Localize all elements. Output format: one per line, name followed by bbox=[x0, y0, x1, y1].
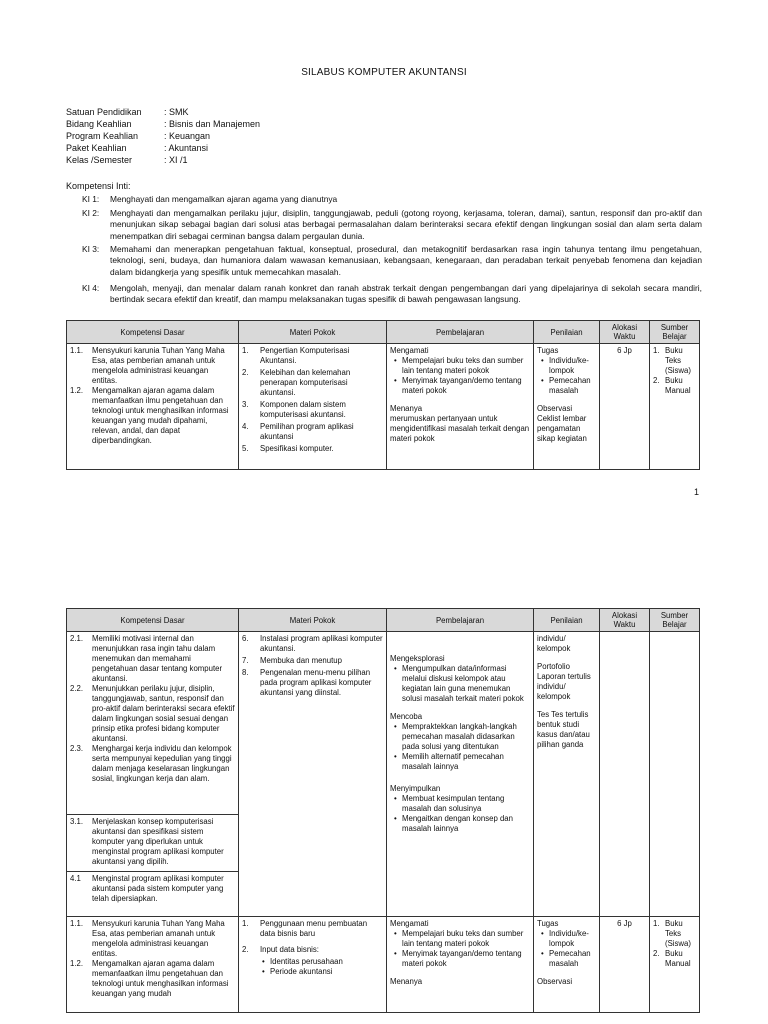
ki-code: KI 4: bbox=[82, 283, 100, 293]
ki-item bbox=[82, 283, 702, 306]
pn-bullet: • Individu/ke-lompok bbox=[537, 356, 596, 376]
pn-bullet: • Pemecahan masalah bbox=[537, 376, 596, 396]
meta-key: Kelas /Semester bbox=[66, 155, 133, 165]
sb-item bbox=[653, 346, 696, 376]
mp-number: 1. bbox=[242, 346, 249, 355]
pb-section bbox=[390, 404, 530, 444]
mp-item bbox=[242, 368, 383, 398]
col-pn: Penilaian bbox=[534, 321, 600, 344]
kd-group bbox=[67, 815, 238, 872]
aw-cell: 6 Jp bbox=[600, 344, 650, 470]
kd-number: 4.1 bbox=[70, 874, 81, 883]
sb-item bbox=[653, 919, 696, 949]
pb-bullet-text: Mempraktekkan langkah-langkah pemecahan masalah didasarkan pada solusi yang ditentukan bbox=[402, 722, 517, 751]
meta-value: : SMK bbox=[164, 106, 189, 118]
mp-number: 1. bbox=[242, 919, 249, 928]
mp-item bbox=[242, 400, 383, 420]
meta-value: : Keuangan bbox=[164, 130, 210, 142]
pb-heading: Mengamati bbox=[390, 346, 429, 355]
ki-text: Menghayati dan mengamalkan perilaku jujur, disiplin, tanggungjawab, peduli (gotong royong, kerjasama, toleran, damai), santun, responsif dan pro-aktif dan menunjukan sikap sebagai bagian dari solusi atas berbagai permasalahan dalam berinteraksi secara efektif dengan lingkungan sosial dan alam serta dalam menempatkan diri sebagai cerminan bangsa dalam pergaulan dunia. bbox=[110, 208, 702, 241]
mp-text: Spesifikasi komputer. bbox=[260, 444, 334, 453]
ki-code: KI 2: bbox=[82, 208, 100, 218]
ki-text: Memahami dan menerapkan pengetahuan faktual, konseptual, prosedural, dan metakognitif berdasarkan rasa ingin tahunya tentang ilmu pengetahuan, teknologi, seni, budaya, dan humaniora dalam wawasan kemanusiaan, kebangsaan, kenegaraan, dan peradaban terkait penyebab fenomena dan kejadian dalam bidangkerja yang spesifik untuk memecahkan masalah. bbox=[110, 244, 702, 277]
kd-number: 1.2. bbox=[70, 386, 84, 395]
mp-text: Komponen dalam sistem komputerisasi akuntansi. bbox=[260, 400, 346, 419]
col-aw: Alokasi Waktu bbox=[600, 321, 650, 344]
meta-row bbox=[66, 130, 260, 142]
pb-bullet-text: Mengumpulkan data/informasi melalui diskusi kelompok atau kegiatan lain guna menemukan solusi masalah terkait materi pokok bbox=[402, 664, 524, 703]
meta-value: : Bisnis dan Manajemen bbox=[164, 118, 260, 130]
mp-bullet: • Periode akuntansi bbox=[262, 967, 333, 976]
kd-number: 1.2. bbox=[70, 959, 84, 968]
aw-cell: 6 Jp bbox=[600, 917, 650, 1013]
mp-text: Instalasi program aplikasi komputer akuntansi. bbox=[260, 634, 383, 653]
sb-cell bbox=[650, 632, 700, 917]
kd-cell bbox=[67, 917, 239, 1013]
kd-text: Mensyukuri karunia Tuhan Yang Maha Esa, atas pemberian amanah untuk mengelola administrasi keuangan entitas. bbox=[92, 346, 225, 385]
kd-text: Mensyukuri karunia Tuhan Yang Maha Esa, atas pemberian amanah untuk mengelola administrasi keuangan entitas. bbox=[92, 919, 225, 958]
page-number: 1 bbox=[694, 487, 700, 497]
mp-text: Pengenalan menu-menu pilihan pada program aplikasi komputer akuntansi yang diinstal. bbox=[260, 668, 372, 697]
sb-text: Buku Manual bbox=[665, 376, 691, 395]
col-kd: Kompetensi Dasar bbox=[67, 609, 239, 632]
pb-heading: Mencoba bbox=[390, 712, 423, 721]
sb-number: 1. bbox=[653, 919, 660, 928]
meta-key: Satuan Pendidikan bbox=[66, 107, 142, 117]
pb-bullet: • Mempelajari buku teks dan sumber lain tentang materi pokok bbox=[390, 356, 530, 376]
mp-number: 3. bbox=[242, 400, 249, 409]
kd-item bbox=[70, 386, 235, 446]
kd-number: 3.1. bbox=[70, 817, 84, 826]
pb-section bbox=[390, 977, 530, 987]
kd-group bbox=[67, 632, 238, 815]
ki-heading: Kompetensi Inti: bbox=[66, 181, 131, 191]
pn-bullet-text: Individu/ke-lompok bbox=[549, 356, 589, 375]
sb-cell bbox=[650, 344, 700, 470]
mp-item bbox=[242, 919, 383, 939]
mp-item bbox=[242, 422, 383, 442]
ki-text: Mengolah, menyaji, dan menalar dalam ranah konkret dan ranah abstrak terkait dengan pengembangan dari yang dipelajarinya di sekolah secara mandiri, bertindak secara efektif dan kreatif, dan mampu melaksanakan tugas spesifik di bawah pengawasan langsung. bbox=[110, 283, 702, 305]
pn-heading: Observasi bbox=[537, 404, 573, 413]
meta-row bbox=[66, 118, 260, 130]
pb-heading: Mengamati bbox=[390, 919, 429, 928]
pb-heading: Mengeksplorasi bbox=[390, 654, 445, 663]
kd-item bbox=[70, 874, 235, 904]
pb-bullet: • Memilih alternatif pemecahan masalah lainnya bbox=[390, 752, 530, 772]
col-mp: Materi Pokok bbox=[239, 609, 387, 632]
table-row bbox=[67, 632, 700, 917]
mp-bullet: • Identitas perusahaan bbox=[262, 957, 343, 966]
mp-text: Penggunaan menu pembuatan data bisnis baru bbox=[260, 919, 368, 938]
col-aw: Alokasi Waktu bbox=[600, 609, 650, 632]
ki-item bbox=[82, 208, 702, 242]
header-row bbox=[67, 321, 700, 344]
kd-number: 2.1. bbox=[70, 634, 84, 643]
ki-code: KI 1: bbox=[82, 194, 100, 204]
pb-cell bbox=[387, 344, 534, 470]
kd-number: 1.1. bbox=[70, 919, 84, 928]
ki-code: KI 3: bbox=[82, 244, 100, 254]
meta-key: Program Keahlian bbox=[66, 131, 139, 141]
sb-number: 1. bbox=[653, 346, 660, 355]
ki-text: Menghayati dan mengamalkan ajaran agama yang dianutnya bbox=[110, 194, 338, 204]
pb-bullet-text: Menyimak tayangan/demo tentang materi pokok bbox=[402, 949, 522, 968]
meta-value: : XI /1 bbox=[164, 154, 188, 166]
kd-number: 2.3. bbox=[70, 744, 84, 753]
pb-section bbox=[390, 784, 530, 834]
col-kd: Kompetensi Dasar bbox=[67, 321, 239, 344]
pn-cell bbox=[534, 917, 600, 1013]
pn-heading: Observasi bbox=[537, 977, 573, 986]
pn-bullet-text: Pemecahan masalah bbox=[549, 376, 591, 395]
mp-number: 2. bbox=[242, 945, 249, 954]
kd-item bbox=[70, 744, 235, 784]
col-sb: Sumber Belajar bbox=[650, 321, 700, 344]
sb-number: 2. bbox=[653, 949, 660, 958]
mp-cell bbox=[239, 344, 387, 470]
pb-bullet-text: Menyimak tayangan/demo tentang materi pokok bbox=[402, 376, 522, 395]
pn-text: Tes Tes tertulis bentuk studi kasus dan/atau pilihan ganda bbox=[537, 710, 590, 749]
kd-text: Menghargai kerja individu dan kelompok serta mempunyai kepedulian yang tinggi dalam menjaga keselarasan lingkungan sosial, lingkungan kerja dan alam. bbox=[92, 744, 232, 783]
kd-text: Menunjukkan perilaku jujur, disiplin, tanggungjawab, santun, responsif dan pro-aktif dalam berinteraksi secara efektif dalam lingkungan sosial sesuai dengan prinsip etika profesi bidang komputer akuntansi. bbox=[92, 684, 235, 743]
page-1 bbox=[0, 0, 768, 510]
mp-number: 8. bbox=[242, 668, 249, 677]
sb-text: Buku Teks (Siswa) bbox=[665, 919, 691, 948]
pb-bullet-text: Memilih alternatif pemecahan masalah lainnya bbox=[402, 752, 504, 771]
meta-value: : Akuntansi bbox=[164, 142, 208, 154]
mp-bullet-text: Identitas perusahaan bbox=[270, 957, 343, 966]
mp-text: Membuka dan menutup bbox=[260, 656, 342, 665]
pn-text: Portofolio Laporan tertulis individu/ kelompok bbox=[537, 662, 591, 701]
sb-item bbox=[653, 949, 696, 969]
syllabus-table-2 bbox=[66, 608, 700, 1013]
table-row bbox=[67, 917, 700, 1013]
sb-number: 2. bbox=[653, 376, 660, 385]
col-pb: Pembelajaran bbox=[387, 321, 534, 344]
pn-bullet-text: Pemecahan masalah bbox=[549, 949, 591, 968]
meta-key: Bidang Keahlian bbox=[66, 119, 132, 129]
pb-bullet: • Menyimak tayangan/demo tentang materi pokok bbox=[390, 376, 530, 396]
document-title: SILABUS KOMPUTER AKUNTANSI bbox=[301, 67, 467, 78]
table-row bbox=[67, 344, 700, 470]
mp-text: Pengertian Komputerisasi Akuntansi. bbox=[260, 346, 350, 365]
pb-text: merumuskan pertanyaan untuk mengidentifikasi masalah terkait dengan materi pokok bbox=[390, 414, 530, 443]
kd-group bbox=[67, 872, 238, 916]
kd-number: 1.1. bbox=[70, 346, 84, 355]
pn-heading: Tugas bbox=[537, 346, 559, 355]
sb-cell bbox=[650, 917, 700, 1013]
kd-number: 2.2. bbox=[70, 684, 84, 693]
pb-cell bbox=[387, 632, 534, 917]
kd-text: Mengamalkan ajaran agama dalam memanfaatkan ilmu pengetahuan dan teknologi untuk menghasilkan informasi keuangan yang mudah bbox=[92, 959, 229, 998]
pb-bullet: • Mempelajari buku teks dan sumber lain tentang materi pokok bbox=[390, 929, 530, 949]
pb-bullet: • Menyimak tayangan/demo tentang materi pokok bbox=[390, 949, 530, 969]
pn-bullet-text: Individu/ke-lompok bbox=[549, 929, 589, 948]
pb-bullet: • Membuat kesimpulan tentang masalah dan solusinya bbox=[390, 794, 530, 814]
mp-text: Input data bisnis: bbox=[260, 945, 319, 954]
identity-block bbox=[66, 106, 260, 166]
kd-cell bbox=[67, 632, 239, 917]
kd-item bbox=[70, 817, 235, 867]
pb-bullet-text: Mempelajari buku teks dan sumber lain tentang materi pokok bbox=[402, 356, 524, 375]
kd-item bbox=[70, 919, 235, 959]
mp-text: Pemilihan program aplikasi akuntansi bbox=[260, 422, 354, 441]
sb-text: Buku Teks (Siswa) bbox=[665, 346, 691, 375]
col-sb: Sumber Belajar bbox=[650, 609, 700, 632]
pn-bullet: • Pemecahan masalah bbox=[537, 949, 596, 969]
mp-number: 6. bbox=[242, 634, 249, 643]
header-row bbox=[67, 609, 700, 632]
kd-cell bbox=[67, 344, 239, 470]
pn-cell bbox=[534, 632, 600, 917]
mp-text: Kelebihan dan kelemahan penerapan komputerisasi akuntansi. bbox=[260, 368, 351, 397]
kd-text: Mengamalkan ajaran agama dalam memanfaatkan ilmu pengetahuan dan teknologi untuk menghasilkan informasi keuangan yang mudah dipahami, relevan, andal, dan dapat diperbandingkan. bbox=[92, 386, 229, 445]
pb-bullet-text: Mempelajari buku teks dan sumber lain tentang materi pokok bbox=[402, 929, 524, 948]
pb-section bbox=[390, 654, 530, 704]
kd-text: Menginstal program aplikasi komputer akuntansi pada sistem komputer yang telah dipersiapkan. bbox=[92, 874, 224, 903]
kd-item bbox=[70, 346, 235, 386]
pn-cell bbox=[534, 344, 600, 470]
meta-row bbox=[66, 106, 260, 118]
pb-heading: Menanya bbox=[390, 404, 423, 413]
meta-row bbox=[66, 142, 260, 154]
pb-section bbox=[390, 346, 530, 396]
pb-bullet: • Mengumpulkan data/informasi melalui diskusi kelompok atau kegiatan lain guna menemukan solusi masalah terkait materi pokok bbox=[390, 664, 530, 704]
col-pb: Pembelajaran bbox=[387, 609, 534, 632]
mp-item bbox=[242, 444, 383, 454]
pn-text: Ceklist lembar pengamatan sikap kegiatan bbox=[537, 414, 587, 443]
sb-text: Buku Manual bbox=[665, 949, 691, 968]
syllabus-table-1 bbox=[66, 320, 700, 470]
mp-cell bbox=[239, 917, 387, 1013]
kd-item bbox=[70, 634, 235, 684]
pb-heading: Menanya bbox=[390, 977, 423, 986]
meta-row bbox=[66, 154, 260, 166]
pb-section bbox=[390, 919, 530, 969]
mp-item bbox=[242, 346, 383, 366]
meta-key: Paket Keahlian bbox=[66, 143, 127, 153]
mp-item bbox=[242, 656, 383, 666]
mp-bullet-text: Periode akuntansi bbox=[270, 967, 333, 976]
mp-cell bbox=[239, 632, 387, 917]
mp-number: 4. bbox=[242, 422, 249, 431]
mp-number: 2. bbox=[242, 368, 249, 377]
kd-item bbox=[70, 959, 235, 999]
pb-cell bbox=[387, 917, 534, 1013]
kd-text: Memiliki motivasi internal dan menunjukkan rasa ingin tahu dalam menemukan dan memahami pengetahuan dasar tentang komputer akuntansi. bbox=[92, 634, 223, 683]
col-mp: Materi Pokok bbox=[239, 321, 387, 344]
pb-bullet: • Mempraktekkan langkah-langkah pemecahan masalah didasarkan pada solusi yang ditentukan bbox=[390, 722, 530, 752]
mp-item bbox=[242, 634, 383, 654]
kd-item bbox=[70, 684, 235, 744]
pb-bullet-text: Mengaitkan dengan konsep dan masalah lainnya bbox=[402, 814, 513, 833]
ki-item bbox=[82, 244, 702, 278]
pb-heading: Menyimpulkan bbox=[390, 784, 441, 793]
mp-number: 7. bbox=[242, 656, 249, 665]
sb-item bbox=[653, 376, 696, 396]
mp-number: 5. bbox=[242, 444, 249, 453]
aw-cell bbox=[600, 632, 650, 917]
mp-item bbox=[242, 945, 383, 955]
pb-bullet-text: Membuat kesimpulan tentang masalah dan solusinya bbox=[402, 794, 505, 813]
pn-bullet: • Individu/ke-lompok bbox=[537, 929, 596, 949]
col-pn: Penilaian bbox=[534, 609, 600, 632]
ki-item bbox=[82, 194, 702, 205]
kd-text: Menjelaskan konsep komputerisasi akuntansi dan spesifikasi sistem komputer yang diperlukan untuk menginstal program aplikasi komputer akuntansi yang dipilih. bbox=[92, 817, 224, 866]
pn-text: individu/ kelompok bbox=[537, 634, 571, 653]
pb-bullet: • Mengaitkan dengan konsep dan masalah lainnya bbox=[390, 814, 530, 834]
pb-section bbox=[390, 712, 530, 772]
pn-heading: Tugas bbox=[537, 919, 559, 928]
mp-item bbox=[242, 668, 383, 698]
